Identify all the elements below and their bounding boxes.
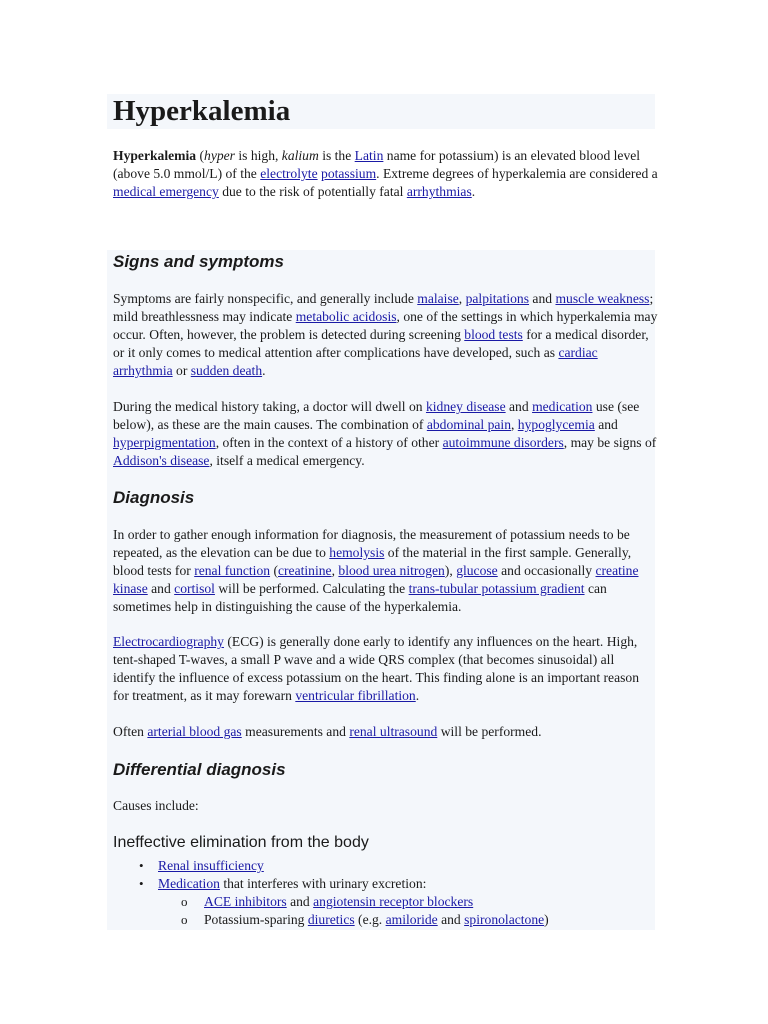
- text: use (see below), as these are the main causes. The combination of: [113, 399, 640, 432]
- link-hemolysis[interactable]: hemolysis: [329, 545, 385, 560]
- link-creatinine[interactable]: creatinine: [278, 563, 332, 578]
- link-cortisol[interactable]: cortisol: [174, 581, 215, 596]
- text: or: [172, 363, 191, 378]
- text: due to the risk of potentially fatal: [218, 184, 407, 199]
- text: (ECG) is generally done early to identify any influences on the heart. High, tent-shaped T-waves, a small P wave and a wide QRS complex (that becomes sinusoidal) all identify the influence of excess potassium on the heart. This finding alone is an important reason for treatment, as it may forewarn: [113, 634, 639, 703]
- text: During the medical history taking, a doctor will dwell on: [113, 399, 426, 414]
- text: .: [415, 688, 420, 703]
- text: ,: [511, 417, 518, 432]
- italic-term: hyper: [204, 148, 235, 163]
- link-cardiac-arrhythmia[interactable]: cardiac arrhythmia: [113, 345, 598, 378]
- heading-signs-and-symptoms: Signs and symptoms: [113, 252, 284, 271]
- bullet-icon: •: [139, 858, 144, 873]
- link-trans-tubular-potassium-gradient[interactable]: trans-tubular potassium gradient: [408, 581, 585, 596]
- link-blood-urea-nitrogen[interactable]: blood urea nitrogen: [338, 563, 445, 578]
- link-diuretics[interactable]: diuretics: [307, 912, 355, 927]
- text: Often: [113, 724, 148, 739]
- sub-bullet-icon: o: [181, 912, 188, 927]
- text: .: [471, 184, 476, 199]
- causes-intro: Causes include:: [113, 798, 199, 813]
- text: ,: [458, 291, 466, 306]
- link-autoimmune-disorders[interactable]: autoimmune disorders: [442, 435, 564, 450]
- text: (: [270, 563, 278, 578]
- text: and: [505, 399, 533, 414]
- text: and: [147, 581, 175, 596]
- text: of the material in the first sample. Generally, blood tests for: [113, 545, 632, 578]
- sub-bullet-icon: o: [181, 894, 188, 909]
- text: can sometimes help in distinguishing the cause of the hyperkalemia.: [113, 581, 607, 614]
- link-angiotensin-receptor-blockers[interactable]: angiotensin receptor blockers: [313, 894, 474, 909]
- text: Symptoms are fairly nonspecific, and generally include: [113, 291, 418, 306]
- link-renal-ultrasound[interactable]: renal ultrasound: [349, 724, 438, 739]
- link-latin[interactable]: Latin: [354, 148, 384, 163]
- text: (: [196, 148, 205, 163]
- link-electrocardiography[interactable]: Electrocardiography: [113, 634, 224, 649]
- text: ,: [331, 563, 339, 578]
- text: , one of the settings in which hyperkalemia may occur. Often, however, the problem is detected during screening: [113, 309, 658, 342]
- intro-paragraph: [113, 147, 658, 201]
- link-potassium[interactable]: potassium: [321, 166, 377, 181]
- link-creatine-kinase[interactable]: creatine kinase: [113, 563, 639, 596]
- text: name for potassium) is an elevated blood level (above 5.0 mmol/L) of the: [113, 148, 641, 181]
- sub-list-item: [204, 911, 549, 929]
- text: and: [437, 912, 465, 927]
- link-metabolic-acidosis[interactable]: metabolic acidosis: [295, 309, 397, 324]
- link-ventricular-fibrillation[interactable]: ventricular fibrillation: [295, 688, 416, 703]
- text: and occasionally: [497, 563, 596, 578]
- text: , may be signs of: [563, 435, 657, 450]
- link-medication-excretion[interactable]: Medication: [158, 876, 220, 891]
- link-medication[interactable]: medication: [532, 399, 593, 414]
- text: Potassium-sparing: [204, 912, 308, 927]
- link-hypoglycemia[interactable]: hypoglycemia: [517, 417, 595, 432]
- link-palpitations[interactable]: palpitations: [465, 291, 530, 306]
- text: (e.g.: [354, 912, 386, 927]
- text: will be performed. Calculating the: [214, 581, 409, 596]
- bullet-icon: •: [139, 876, 144, 891]
- link-abdominal-pain[interactable]: abdominal pain: [426, 417, 511, 432]
- italic-term: kalium: [281, 148, 319, 163]
- link-malaise[interactable]: malaise: [417, 291, 459, 306]
- link-renal-insufficiency[interactable]: Renal insufficiency: [158, 858, 264, 873]
- text: is high,: [234, 148, 282, 163]
- text: and: [594, 417, 618, 432]
- link-glucose[interactable]: glucose: [456, 563, 498, 578]
- diagnosis-paragraph-2: [113, 633, 658, 705]
- link-blood-tests[interactable]: blood tests: [464, 327, 523, 342]
- link-medical-emergency[interactable]: medical emergency: [113, 184, 219, 199]
- link-sudden-death[interactable]: sudden death: [190, 363, 263, 378]
- diagnosis-paragraph-1: [113, 526, 658, 616]
- heading-ineffective-elimination: Ineffective elimination from the body: [113, 834, 369, 851]
- link-arterial-blood-gas[interactable]: arterial blood gas: [147, 724, 242, 739]
- text: ),: [444, 563, 457, 578]
- text: ): [544, 912, 549, 927]
- text: that interferes with urinary excretion:: [219, 876, 427, 891]
- link-kidney-disease[interactable]: kidney disease: [425, 399, 506, 414]
- sub-list-item: [204, 893, 473, 911]
- link-arrhythmias[interactable]: arrhythmias: [406, 184, 472, 199]
- list-item: [158, 875, 426, 893]
- heading-diagnosis: Diagnosis: [113, 488, 195, 507]
- text: ; mild breathlessness may indicate: [113, 291, 654, 324]
- link-amiloride[interactable]: amiloride: [385, 912, 438, 927]
- page-title: Hyperkalemia: [113, 95, 291, 127]
- bold-term: Hyperkalemia: [113, 148, 197, 163]
- link-spironolactone[interactable]: spironolactone: [464, 912, 545, 927]
- text: , often in the context of a history of other: [215, 435, 443, 450]
- link-electrolyte[interactable]: electrolyte: [260, 166, 318, 181]
- link-addisons-disease[interactable]: Addison's disease: [113, 453, 210, 468]
- text: is the: [318, 148, 355, 163]
- text: . Extreme degrees of hyperkalemia are considered a: [376, 166, 658, 181]
- text: In order to gather enough information for diagnosis, the measurement of potassium needs to be repeated, as the elevation can be due to: [113, 527, 630, 560]
- text: , itself a medical emergency.: [209, 453, 365, 468]
- text: will be performed.: [437, 724, 542, 739]
- text: .: [262, 363, 266, 378]
- text: and: [529, 291, 556, 306]
- signs-paragraph-2: [113, 398, 658, 470]
- text: for a medical disorder, or it only comes to medical attention after complications have developed, such as: [113, 327, 649, 360]
- list-item: [158, 857, 264, 875]
- heading-differential-diagnosis: Differential diagnosis: [113, 760, 286, 779]
- link-ace-inhibitors[interactable]: ACE inhibitors: [204, 894, 287, 909]
- text: and: [286, 894, 314, 909]
- link-muscle-weakness[interactable]: muscle weakness: [555, 291, 650, 306]
- link-renal-function[interactable]: renal function: [194, 563, 271, 578]
- signs-paragraph-1: [113, 290, 658, 380]
- link-hyperpigmentation[interactable]: hyperpigmentation: [113, 435, 216, 450]
- diagnosis-paragraph-3: [113, 723, 658, 741]
- text: measurements and: [241, 724, 350, 739]
